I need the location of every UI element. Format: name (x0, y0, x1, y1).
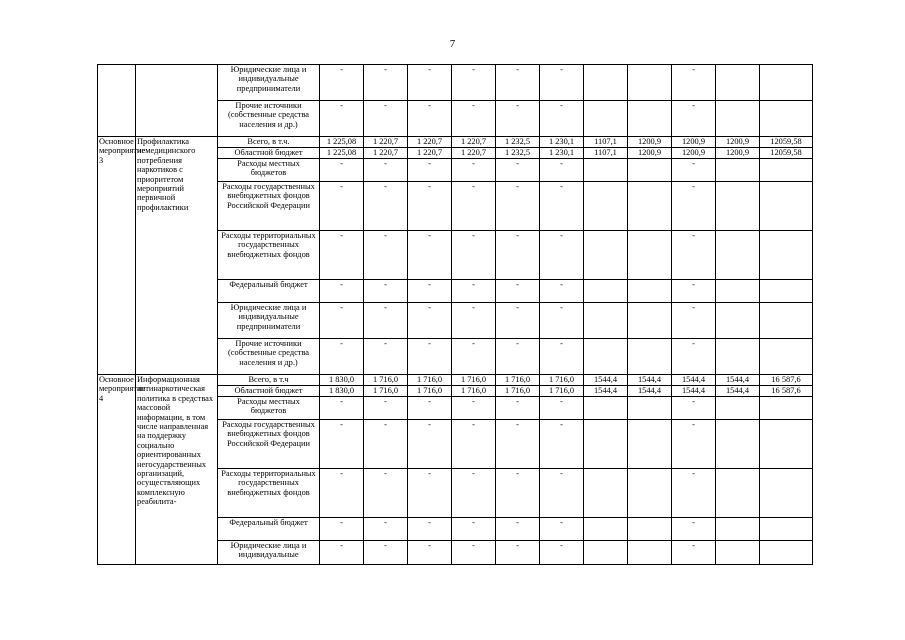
activity-label: Основное мероприятие 3 (98, 137, 136, 375)
amount-cell: - (320, 65, 364, 101)
funding-source: Юридические лица и индивидуальные (218, 541, 320, 565)
amount-cell: - (364, 339, 408, 375)
amount-cell: - (364, 101, 408, 137)
amount-cell: - (320, 397, 364, 420)
amount-cell (628, 339, 672, 375)
amount-cell (716, 420, 760, 469)
amount-cell: - (540, 101, 584, 137)
amount-cell: 1 716,0 (452, 386, 496, 397)
funding-source: Прочие источники (собственные средства населения и др.) (218, 101, 320, 137)
amount-cell (584, 303, 628, 339)
amount-cell (584, 280, 628, 303)
funding-source: Областной бюджет (218, 148, 320, 159)
amount-cell: - (540, 397, 584, 420)
amount-cell: - (408, 518, 452, 541)
amount-cell (716, 280, 760, 303)
amount-cell: - (364, 469, 408, 518)
table-row (98, 137, 813, 148)
amount-cell (716, 101, 760, 137)
amount-cell: - (452, 339, 496, 375)
amount-cell: - (672, 541, 716, 565)
amount-cell (760, 182, 813, 231)
amount-cell: 1 220,7 (364, 148, 408, 159)
amount-cell: - (672, 397, 716, 420)
amount-cell: 1 225,08 (320, 137, 364, 148)
amount-cell: - (452, 280, 496, 303)
amount-cell: 1 225,08 (320, 148, 364, 159)
amount-cell: - (320, 159, 364, 182)
amount-cell (716, 303, 760, 339)
amount-cell (628, 159, 672, 182)
amount-cell: - (496, 303, 540, 339)
amount-cell: - (672, 303, 716, 339)
amount-cell: 1544,4 (716, 375, 760, 386)
amount-cell: 1544,4 (672, 386, 716, 397)
amount-cell (584, 231, 628, 280)
amount-cell: - (496, 159, 540, 182)
amount-cell: - (672, 469, 716, 518)
amount-cell: - (408, 303, 452, 339)
amount-cell: 1200,9 (628, 137, 672, 148)
amount-cell (584, 339, 628, 375)
amount-cell (584, 469, 628, 518)
amount-cell: - (364, 541, 408, 565)
amount-cell: - (320, 231, 364, 280)
amount-cell: - (452, 182, 496, 231)
amount-cell: 1 716,0 (496, 375, 540, 386)
amount-cell: - (672, 420, 716, 469)
amount-cell: 1 830,0 (320, 386, 364, 397)
amount-cell (584, 159, 628, 182)
amount-cell: - (452, 65, 496, 101)
funding-source: Федеральный бюджет (218, 280, 320, 303)
activity-name: Профилактика немедицинского потребления наркотиков с приоритетом мероприятий первичной профилактики (136, 137, 218, 375)
amount-cell: - (540, 65, 584, 101)
amount-cell: - (672, 182, 716, 231)
amount-cell: 1 232,5 (496, 137, 540, 148)
amount-cell: - (540, 339, 584, 375)
amount-cell: - (496, 397, 540, 420)
amount-cell: 1 220,7 (408, 148, 452, 159)
amount-cell: 1107,1 (584, 148, 628, 159)
amount-cell: - (408, 541, 452, 565)
amount-cell: 1200,9 (628, 148, 672, 159)
amount-cell (716, 182, 760, 231)
funding-source: Расходы государственных внебюджетных фондов Российской Федерации (218, 420, 320, 469)
funding-source: Юридические лица и индивидуальные предприниматели (218, 303, 320, 339)
amount-cell: - (408, 159, 452, 182)
amount-cell: 1544,4 (672, 375, 716, 386)
activity-label: Основное мероприятие 4 (98, 375, 136, 565)
amount-cell: 1 232,5 (496, 148, 540, 159)
funding-source: Прочие источники (собственные средства населения и др.) (218, 339, 320, 375)
amount-cell: 1200,9 (672, 137, 716, 148)
amount-cell (628, 65, 672, 101)
amount-cell (760, 303, 813, 339)
amount-cell (760, 518, 813, 541)
amount-cell: 1200,9 (716, 148, 760, 159)
amount-cell: 16 587,6 (760, 375, 813, 386)
amount-cell: 1 716,0 (408, 375, 452, 386)
amount-cell: - (408, 397, 452, 420)
amount-cell: - (320, 420, 364, 469)
amount-cell (628, 518, 672, 541)
funding-source: Всего, в т.ч. (218, 137, 320, 148)
amount-cell: - (672, 159, 716, 182)
amount-cell: 1200,9 (672, 148, 716, 159)
amount-cell: - (540, 182, 584, 231)
amount-cell: - (364, 397, 408, 420)
amount-cell: - (452, 303, 496, 339)
amount-cell: 1 230,1 (540, 137, 584, 148)
amount-cell: 1 716,0 (364, 386, 408, 397)
amount-cell: - (364, 420, 408, 469)
funding-source: Расходы местных бюджетов (218, 159, 320, 182)
amount-cell (760, 339, 813, 375)
amount-cell: 1544,4 (716, 386, 760, 397)
amount-cell (628, 182, 672, 231)
amount-cell: - (496, 469, 540, 518)
amount-cell (716, 541, 760, 565)
activity-label (98, 65, 136, 137)
amount-cell: 1 830,0 (320, 375, 364, 386)
amount-cell: - (496, 339, 540, 375)
amount-cell: - (540, 541, 584, 565)
amount-cell: - (320, 303, 364, 339)
budget-table (97, 64, 813, 565)
amount-cell (584, 518, 628, 541)
amount-cell (760, 420, 813, 469)
amount-cell: - (452, 397, 496, 420)
amount-cell: - (540, 469, 584, 518)
table-row (98, 65, 813, 101)
amount-cell: 1544,4 (628, 386, 672, 397)
amount-cell: - (408, 182, 452, 231)
amount-cell: - (672, 518, 716, 541)
funding-source: Расходы территориальных государственных внебюджетных фондов (218, 469, 320, 518)
amount-cell (628, 541, 672, 565)
amount-cell: - (672, 280, 716, 303)
amount-cell: - (364, 231, 408, 280)
amount-cell: - (496, 420, 540, 469)
amount-cell: 1 716,0 (496, 386, 540, 397)
funding-source: Юридические лица и индивидуальные предприниматели (218, 65, 320, 101)
amount-cell: 1 220,7 (408, 137, 452, 148)
funding-source: Всего, в т.ч (218, 375, 320, 386)
amount-cell (716, 518, 760, 541)
amount-cell: 12059,58 (760, 148, 813, 159)
amount-cell: - (320, 518, 364, 541)
amount-cell: 1 716,0 (408, 386, 452, 397)
amount-cell: - (320, 541, 364, 565)
amount-cell: 1 716,0 (540, 386, 584, 397)
amount-cell: 1544,4 (584, 375, 628, 386)
amount-cell: 1 716,0 (364, 375, 408, 386)
amount-cell: - (540, 420, 584, 469)
amount-cell: - (540, 231, 584, 280)
amount-cell: - (496, 518, 540, 541)
amount-cell (716, 339, 760, 375)
amount-cell: 1544,4 (584, 386, 628, 397)
amount-cell: - (320, 469, 364, 518)
amount-cell: 1 220,7 (452, 148, 496, 159)
amount-cell: - (364, 65, 408, 101)
amount-cell (584, 65, 628, 101)
amount-cell (760, 469, 813, 518)
amount-cell: - (364, 303, 408, 339)
amount-cell (760, 397, 813, 420)
amount-cell: - (452, 159, 496, 182)
amount-cell: - (452, 541, 496, 565)
amount-cell: - (452, 420, 496, 469)
amount-cell: 1 220,7 (452, 137, 496, 148)
amount-cell: - (320, 339, 364, 375)
amount-cell (584, 182, 628, 231)
amount-cell: - (672, 101, 716, 137)
amount-cell: 1107,1 (584, 137, 628, 148)
funding-source: Федеральный бюджет (218, 518, 320, 541)
amount-cell (584, 397, 628, 420)
activity-name: Информационная антинаркотическая политика в средствах массовой информации, в том числе направленная на поддержку социально ориентированных негосударственных организаций, осуществляющих комплексную реабилита- (136, 375, 218, 565)
amount-cell (584, 420, 628, 469)
amount-cell: - (320, 101, 364, 137)
amount-cell (760, 65, 813, 101)
amount-cell (716, 65, 760, 101)
amount-cell (584, 541, 628, 565)
amount-cell (628, 469, 672, 518)
amount-cell: - (496, 101, 540, 137)
amount-cell (628, 420, 672, 469)
amount-cell (760, 280, 813, 303)
amount-cell: - (452, 518, 496, 541)
amount-cell (760, 101, 813, 137)
amount-cell: - (496, 280, 540, 303)
amount-cell: 1544,4 (628, 375, 672, 386)
amount-cell: - (540, 518, 584, 541)
amount-cell (716, 159, 760, 182)
amount-cell: - (320, 182, 364, 231)
amount-cell (716, 469, 760, 518)
amount-cell: - (452, 101, 496, 137)
amount-cell: - (408, 280, 452, 303)
amount-cell: - (320, 280, 364, 303)
funding-source: Расходы государственных внебюджетных фондов Российской Федерации (218, 182, 320, 231)
amount-cell: - (672, 339, 716, 375)
amount-cell (628, 303, 672, 339)
amount-cell (628, 101, 672, 137)
amount-cell (716, 397, 760, 420)
amount-cell (760, 159, 813, 182)
amount-cell: - (496, 541, 540, 565)
amount-cell: 1 716,0 (452, 375, 496, 386)
amount-cell: - (496, 231, 540, 280)
amount-cell: - (364, 182, 408, 231)
amount-cell: - (496, 182, 540, 231)
amount-cell: 1200,9 (716, 137, 760, 148)
amount-cell (760, 541, 813, 565)
amount-cell: - (540, 303, 584, 339)
amount-cell: 12059,58 (760, 137, 813, 148)
amount-cell: - (672, 231, 716, 280)
funding-source: Расходы территориальных государственных внебюджетных фондов (218, 231, 320, 280)
funding-source: Расходы местных бюджетов (218, 397, 320, 420)
amount-cell: - (540, 159, 584, 182)
amount-cell: 1 716,0 (540, 375, 584, 386)
amount-cell: - (408, 65, 452, 101)
amount-cell: - (408, 469, 452, 518)
amount-cell (628, 231, 672, 280)
amount-cell: - (408, 101, 452, 137)
funding-source: Областной бюджет (218, 386, 320, 397)
amount-cell: - (452, 231, 496, 280)
amount-cell: - (408, 339, 452, 375)
amount-cell: - (452, 469, 496, 518)
amount-cell: - (408, 231, 452, 280)
activity-name (136, 65, 218, 137)
amount-cell (584, 101, 628, 137)
amount-cell (628, 397, 672, 420)
table-row (98, 375, 813, 386)
amount-cell: - (672, 65, 716, 101)
amount-cell: - (408, 420, 452, 469)
amount-cell: 1 230,1 (540, 148, 584, 159)
amount-cell (628, 280, 672, 303)
amount-cell: - (364, 159, 408, 182)
amount-cell: - (364, 280, 408, 303)
page-number: 7 (449, 38, 456, 50)
amount-cell: 16 587,6 (760, 386, 813, 397)
amount-cell (760, 231, 813, 280)
amount-cell: 1 220,7 (364, 137, 408, 148)
amount-cell: - (540, 280, 584, 303)
amount-cell (716, 231, 760, 280)
amount-cell: - (496, 65, 540, 101)
amount-cell: - (364, 518, 408, 541)
